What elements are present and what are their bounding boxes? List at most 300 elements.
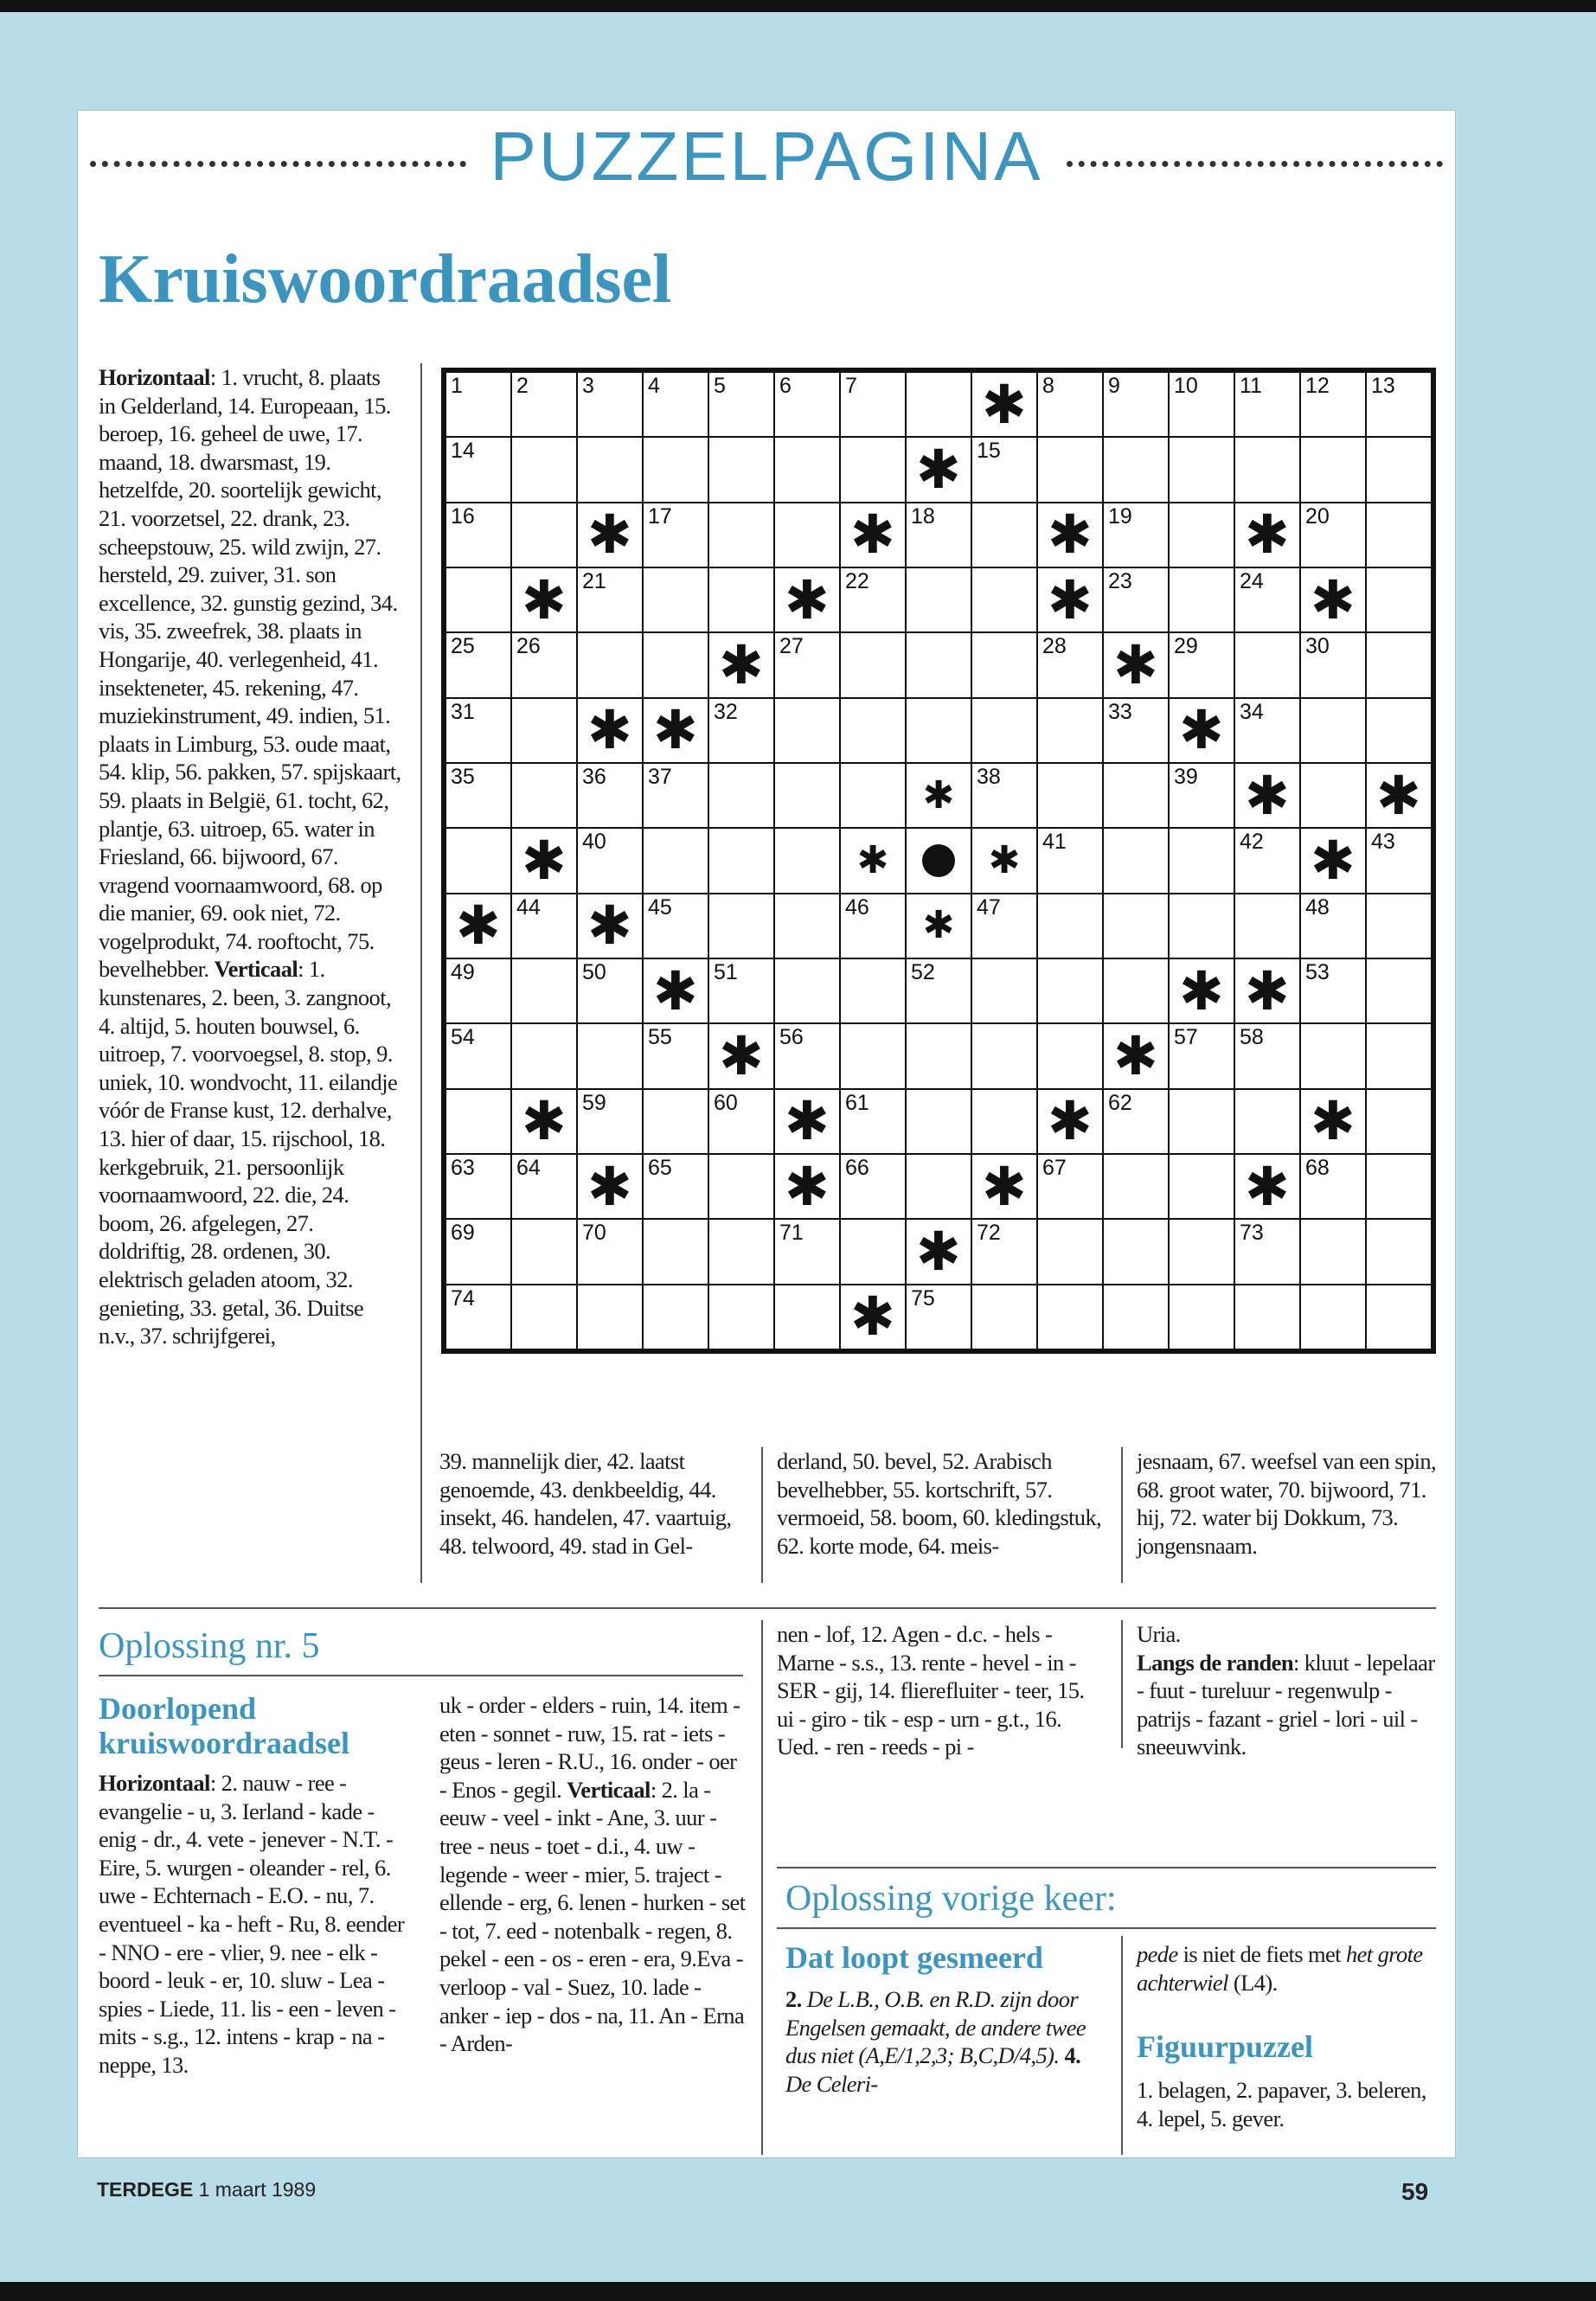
grid-cell	[1038, 829, 1102, 892]
clue-number: 25	[451, 634, 475, 659]
grid-cell	[512, 633, 576, 696]
footer-magazine-name: TERDEGE	[97, 2178, 194, 2201]
clue-number: 37	[648, 765, 672, 789]
grid-cell	[644, 503, 708, 567]
grid-cell	[1367, 503, 1431, 567]
grid-cell	[841, 1024, 905, 1087]
grid-cell	[972, 764, 1036, 827]
grid-cell	[446, 764, 510, 827]
grid-cell	[1104, 1220, 1168, 1283]
grid-cell	[972, 1155, 1036, 1218]
grid-cell	[1038, 1285, 1102, 1349]
clue-number: 27	[779, 634, 804, 659]
asterisk-icon: ✱	[1113, 1023, 1158, 1087]
previous-text-1	[785, 1985, 1106, 2098]
asterisk-icon: ✱	[1311, 828, 1356, 892]
grid-cell	[512, 764, 576, 827]
grid-cell	[446, 699, 510, 762]
grid-cell	[644, 764, 708, 827]
column-rule-6	[1121, 1936, 1123, 2155]
solution-column-4	[1137, 1620, 1439, 1761]
grid-cell	[1367, 764, 1431, 827]
clue-number: 16	[451, 503, 475, 529]
grid-cell	[512, 1090, 576, 1153]
grid-cell	[907, 764, 971, 827]
clue-number: 29	[1174, 634, 1198, 659]
grid-cell	[1367, 1220, 1431, 1283]
clue-number: 3	[582, 374, 594, 398]
grid-cell	[1235, 894, 1299, 958]
rubric-header	[90, 118, 1443, 195]
asterisk-icon: ✱	[982, 1154, 1027, 1218]
puzzle-title: Kruiswoordraadsel	[99, 241, 672, 317]
vertical-clues-part2: 39. mannelijk dier, 42. laatst genoemde, 43. denkbeeldig, 44. insekt, 46. handelen, 47. vaartuig, 48. telwoord, 49. stad in Gel-	[439, 1448, 732, 1559]
grid-cell	[1038, 764, 1102, 827]
grid-cell	[578, 633, 642, 696]
asterisk-icon: ✱	[653, 958, 698, 1022]
grid-cell	[512, 699, 576, 762]
grid-cell	[446, 503, 510, 567]
previous-subtitle-2: Figuurpuzzel	[1137, 2029, 1313, 2065]
grid-cell	[512, 894, 576, 958]
asterisk-icon: ✱	[922, 903, 955, 948]
grid-cell	[1170, 699, 1234, 762]
grid-cell	[644, 1220, 708, 1283]
grid-cell	[1301, 633, 1365, 696]
clue-number: 9	[1108, 374, 1120, 398]
grid-cell	[775, 568, 839, 631]
grid-cell	[709, 438, 773, 501]
clue-number: 36	[582, 765, 606, 789]
clue-number: 22	[845, 569, 869, 593]
previous-cont-italic-b: het grote achterwiel	[1137, 1941, 1423, 1996]
clue-number: 56	[779, 1025, 804, 1050]
clue-number: 1	[451, 374, 463, 398]
grid-cell	[709, 829, 773, 892]
grid-cell	[841, 894, 905, 958]
grid-cell	[709, 633, 773, 696]
grid-cell	[644, 633, 708, 696]
grid-cell	[907, 568, 971, 631]
grid-cell	[1301, 373, 1365, 436]
clue-number: 35	[451, 765, 475, 789]
previous-num-2: 2.	[785, 1986, 802, 2012]
magazine-page	[78, 111, 1455, 2157]
grid-cell	[1104, 438, 1168, 501]
grid-cell	[972, 699, 1036, 762]
vertical-clues-part3: derland, 50. bevel, 52. Arabisch bevelhebber, 55. kortschrift, 57. vermoeid, 58. boom, 60. kledingstuk, 62. korte mode, 64. meis-	[777, 1448, 1102, 1559]
grid-cell	[972, 633, 1036, 696]
grid-cell	[841, 829, 905, 892]
grid-cell	[907, 503, 971, 567]
clue-number: 53	[1305, 960, 1330, 984]
grid-cell	[644, 699, 708, 762]
clue-number: 14	[451, 439, 475, 464]
grid-cell	[1301, 1155, 1365, 1218]
grid-cell	[775, 633, 839, 696]
clue-number: 5	[714, 374, 726, 398]
previous-column-2	[1137, 1940, 1439, 2132]
clue-number: 24	[1240, 569, 1264, 593]
asterisk-icon: ✱	[916, 1219, 961, 1283]
grid-cell	[512, 438, 576, 501]
previous-column-1	[785, 1940, 1106, 2098]
clue-number: 20	[1305, 503, 1330, 529]
grid-cell	[1170, 894, 1234, 958]
clue-number: 11	[1240, 374, 1262, 398]
grid-cell	[644, 568, 708, 631]
grid-cell	[972, 373, 1036, 436]
grid-cell	[446, 894, 510, 958]
grid-cell	[1170, 764, 1234, 827]
grid-cell	[775, 438, 839, 501]
grid-cell	[1104, 764, 1168, 827]
clue-number: 48	[1305, 894, 1330, 920]
grid-cell	[1170, 568, 1234, 631]
clue-number: 69	[451, 1221, 475, 1246]
clue-number: 18	[911, 503, 935, 529]
horizontal-label: Horizontaal	[99, 364, 210, 390]
previous-title: Oplossing vorige keer:	[785, 1879, 1117, 1919]
asterisk-icon: ✱	[653, 698, 698, 762]
grid-cell	[644, 959, 708, 1022]
grid-cell	[841, 764, 905, 827]
grid-cell	[709, 568, 773, 631]
grid-cell	[512, 568, 576, 631]
previous-cont-end: (L4).	[1227, 1969, 1278, 1996]
grid-cell	[775, 373, 839, 436]
previous-num-4: 4.	[1059, 2042, 1081, 2069]
grid-cell	[709, 699, 773, 762]
clue-number: 7	[845, 374, 857, 398]
clue-number: 50	[582, 960, 606, 984]
grid-cell	[972, 894, 1036, 958]
grid-cell	[1170, 1285, 1234, 1349]
grid-cell	[1367, 568, 1431, 631]
clue-number: 49	[451, 960, 475, 984]
clue-number: 74	[451, 1285, 475, 1311]
clue-number: 13	[1371, 374, 1395, 398]
grid-cell	[446, 1220, 510, 1283]
asterisk-icon: ✱	[1376, 763, 1421, 827]
clue-number: 73	[1240, 1221, 1264, 1246]
asterisk-icon: ✱	[1245, 503, 1290, 567]
asterisk-icon: ✱	[719, 632, 764, 696]
clue-number: 19	[1108, 503, 1132, 529]
clue-number: 39	[1174, 765, 1198, 789]
asterisk-icon: ✱	[850, 1285, 895, 1349]
asterisk-icon: ✱	[719, 1023, 764, 1087]
asterisk-icon: ✱	[587, 1154, 632, 1218]
previous-subtitle-1: Dat loopt gesmeerd	[785, 1940, 1043, 1975]
grid-cell	[644, 829, 708, 892]
clue-number: 32	[714, 699, 738, 724]
grid-cell	[1235, 1024, 1299, 1087]
vertical-clues-part4: jesnaam, 67. weefsel van een spin, 68. groot water, 70. bijwoord, 71. hij, 72. water bij Dokkum, 73. jongensnaam.	[1137, 1448, 1437, 1559]
grid-cell	[709, 1090, 773, 1153]
asterisk-icon: ✱	[785, 567, 830, 631]
clue-number: 47	[977, 894, 1001, 920]
clue-number: 31	[451, 699, 475, 724]
grid-cell	[775, 764, 839, 827]
grid-cell	[1038, 894, 1102, 958]
clue-number: 6	[779, 374, 792, 398]
grid-cell	[1235, 829, 1299, 892]
grid-cell	[1301, 1024, 1365, 1087]
solution-title-rule	[99, 1675, 743, 1676]
clue-number: 52	[911, 960, 935, 984]
asterisk-icon: ✱	[1311, 567, 1356, 631]
grid-cell	[972, 1285, 1036, 1349]
solution-column-1	[99, 1691, 410, 2080]
previous-bottom-rule	[777, 1927, 1436, 1929]
grid-cell	[841, 503, 905, 567]
column-rule-5	[1121, 1620, 1123, 1748]
grid-cell	[1038, 1090, 1102, 1153]
grid-cell	[1235, 1285, 1299, 1349]
grid-cell	[1367, 438, 1431, 501]
previous-cont-plain: is niet de fiets met	[1177, 1941, 1346, 1967]
grid-cell	[1038, 373, 1102, 436]
grid-cell	[578, 568, 642, 631]
grid-cell	[907, 1220, 971, 1283]
asterisk-icon: ✱	[982, 372, 1027, 436]
grid-cell	[446, 1285, 510, 1349]
grid-cell	[1301, 568, 1365, 631]
solution-part4: nen - lof, 12. Agen - d.c. - hels - Marne - s.s., 13. rente - hevel - in - SER - gij, 14. flierefluiter - teer, 15. ui - giro - tik - esp - urn - g.t., 16. Ued. - ren - reeds - pi -	[777, 1621, 1085, 1760]
asterisk-icon: ✱	[456, 894, 501, 958]
grid-cell	[578, 699, 642, 762]
grid-cell	[1104, 1024, 1168, 1087]
grid-cell	[907, 633, 971, 696]
asterisk-icon: ✱	[1179, 958, 1224, 1022]
grid-cell	[775, 829, 839, 892]
grid-cell	[1367, 1155, 1431, 1218]
asterisk-icon: ✱	[1048, 1089, 1093, 1153]
asterisk-icon: ✱	[988, 837, 1021, 882]
center-dot-icon	[922, 844, 955, 877]
grid-cell	[1367, 1024, 1431, 1087]
grid-cell	[512, 1285, 576, 1349]
asterisk-icon: ✱	[1245, 1154, 1290, 1218]
grid-cell	[972, 438, 1036, 501]
solution-vertical-label: Verticaal	[567, 1776, 651, 1803]
clue-number: 57	[1174, 1025, 1198, 1050]
grid-cell	[1038, 1024, 1102, 1087]
grid-cell	[1104, 503, 1168, 567]
grid-cell	[1038, 1220, 1102, 1283]
grid-cell	[1170, 959, 1234, 1022]
clue-number: 17	[648, 503, 672, 529]
clue-number: 4	[648, 374, 660, 398]
grid-cell	[1104, 568, 1168, 631]
clue-number: 26	[516, 634, 541, 659]
grid-cell	[578, 1285, 642, 1349]
grid-cell	[841, 568, 905, 631]
grid-cell	[578, 764, 642, 827]
clue-number: 58	[1240, 1025, 1264, 1050]
grid-cell	[1367, 633, 1431, 696]
grid-cell	[1170, 503, 1234, 567]
grid-cell	[775, 503, 839, 567]
solution-subtitle: Doorlopend kruiswoordraadsel	[99, 1691, 350, 1760]
grid-cell	[446, 1024, 510, 1087]
asterisk-icon: ✱	[785, 1089, 830, 1153]
grid-cell	[446, 1090, 510, 1153]
asterisk-icon: ✱	[922, 772, 955, 817]
figuurpuzzel-text: 1. belagen, 2. papaver, 3. beleren, 4. lepel, 5. gever.	[1137, 2077, 1426, 2131]
asterisk-icon: ✱	[916, 437, 961, 501]
grid-cell	[1301, 1090, 1365, 1153]
grid-cell	[512, 503, 576, 567]
clue-number: 55	[648, 1025, 672, 1050]
grid-cell	[775, 894, 839, 958]
asterisk-icon: ✱	[850, 503, 895, 567]
grid-cell	[1235, 568, 1299, 631]
grid-cell	[775, 1024, 839, 1087]
clue-number: 45	[648, 894, 672, 920]
clue-number: 62	[1108, 1090, 1132, 1115]
clue-number: 61	[845, 1090, 869, 1115]
grid-cell	[578, 1090, 642, 1153]
grid-cell	[841, 959, 905, 1022]
grid-cell	[1235, 633, 1299, 696]
footer-page-number: 59	[1401, 2178, 1429, 2205]
grid-cell	[644, 1155, 708, 1218]
grid-cell	[1104, 959, 1168, 1022]
grid-cell	[446, 438, 510, 501]
grid-cell	[972, 959, 1036, 1022]
grid-cell	[1301, 1220, 1365, 1283]
grid-cell	[1104, 1090, 1168, 1153]
grid-cell	[578, 438, 642, 501]
clue-number: 23	[1108, 569, 1132, 593]
clue-number: 44	[516, 894, 541, 920]
grid-cell	[644, 894, 708, 958]
grid-cell	[1038, 1155, 1102, 1218]
solution-horizontal-label: Horizontaal	[99, 1770, 210, 1796]
grid-cell	[512, 1220, 576, 1283]
previous-continuation	[1137, 1940, 1439, 1997]
footer-magazine	[97, 2178, 316, 2202]
grid-cell	[512, 829, 576, 892]
grid-cell	[907, 373, 971, 436]
grid-cell	[644, 1024, 708, 1087]
grid-cell	[1301, 829, 1365, 892]
clue-number: 65	[648, 1156, 672, 1180]
grid-cell	[841, 1155, 905, 1218]
clue-number: 42	[1240, 830, 1264, 855]
grid-cell	[1104, 1285, 1168, 1349]
grid-cell	[644, 438, 708, 501]
column-rule-4	[761, 1620, 763, 2155]
grid-cell	[1367, 1090, 1431, 1153]
grid-cell	[1170, 1155, 1234, 1218]
grid-cell	[841, 438, 905, 501]
grid-cell	[709, 373, 773, 436]
clue-number: 71	[779, 1221, 804, 1246]
solution-part2: uk - order - elders - ruin, 14. item - eten - sonnet - ruw, 15. rat - iets - geus - leren - R.U., 16. onder - oer - Enos - gegil.	[439, 1692, 740, 1803]
clue-number: 70	[582, 1221, 606, 1246]
asterisk-icon: ✱	[587, 698, 632, 762]
grid-cell	[1235, 438, 1299, 501]
grid-cell	[1235, 503, 1299, 567]
clue-number: 34	[1240, 699, 1264, 724]
grid-cell	[1170, 1220, 1234, 1283]
asterisk-icon: ✱	[1048, 503, 1093, 567]
grid-cell	[709, 959, 773, 1022]
asterisk-icon: ✱	[522, 567, 567, 631]
column-rule-3	[1121, 1447, 1123, 1583]
grid-cell	[1367, 699, 1431, 762]
grid-cell	[1104, 699, 1168, 762]
grid-cell	[972, 1090, 1036, 1153]
grid-cell	[1104, 633, 1168, 696]
grid-cell	[709, 1220, 773, 1283]
grid-cell	[775, 1090, 839, 1153]
grid-cell	[446, 568, 510, 631]
clue-number: 59	[582, 1090, 606, 1115]
asterisk-icon: ✱	[1113, 632, 1158, 696]
footer-date: 1 maart 1989	[198, 2178, 317, 2201]
grid-cell	[709, 764, 773, 827]
grid-cell	[1235, 1155, 1299, 1218]
solution-part3: : 2. la - eeuw - veel - inkt - Ane, 3. uur - tree - neus - toet - d.i., 4. uw - legende - weer - mier, 5. traject - ellende - erg, 6. lenen - hurken - set - tot, 7. eed - notenbalk - regen, 8. pekel - een - os - eren - era, 9.Eva - verloop - val - Suez, 10. lade - anker - iep - dos - na, 11. An - Erna - Arden-	[439, 1776, 746, 2057]
grid-cell	[512, 1155, 576, 1218]
grid-cell	[775, 1285, 839, 1349]
grid-cell	[1301, 894, 1365, 958]
grid-cell	[512, 373, 576, 436]
grid-cell	[775, 699, 839, 762]
asterisk-icon: ✱	[587, 503, 632, 567]
asterisk-icon: ✱	[587, 894, 632, 958]
clue-number: 41	[1042, 830, 1067, 855]
grid-cell	[841, 633, 905, 696]
grid-cell	[709, 1285, 773, 1349]
grid-cell	[972, 568, 1036, 631]
grid-cell	[644, 1090, 708, 1153]
rubric-title: PUZZELPAGINA	[484, 118, 1048, 195]
clue-number: 33	[1108, 699, 1132, 724]
grid-cell	[1235, 764, 1299, 827]
grid-cell	[907, 438, 971, 501]
solution-column-2	[439, 1691, 747, 2058]
grid-cell	[578, 959, 642, 1022]
grid-cell	[1235, 959, 1299, 1022]
grid-cell	[709, 503, 773, 567]
vertical-clues-part1: : 1. kunstenares, 2. been, 3. zangnoot, 4. altijd, 5. houten bouwsel, 6. uitroep, 7. voorvoegsel, 8. stop, 9. uniek, 10. wondvocht, 11. eilandje vóór de Franse kust, 12. derhalve, 13. hier of daar, 15. rijschool, 18. kerkgebruik, 21. persoonlijk voornaamwoord, 22. die, 24. boom, 26. afgelegen, 27. doldriftig, 28. ordenen, 30. elektrisch geladen atoom, 32. genieting, 33. getal, 36. Duitse n.v., 37. schrijfgerei,	[99, 956, 398, 1349]
clue-number: 40	[582, 830, 606, 855]
grid-cell	[775, 959, 839, 1022]
grid-cell	[512, 959, 576, 1022]
grid-cell	[1170, 633, 1234, 696]
grid-cell	[578, 894, 642, 958]
clue-number: 64	[516, 1156, 541, 1180]
grid-cell	[1367, 829, 1431, 892]
grid-cell	[446, 373, 510, 436]
clue-number: 2	[516, 374, 529, 398]
clues-column-1	[99, 363, 401, 1350]
asterisk-icon: ✱	[856, 837, 889, 882]
grid-cell	[972, 503, 1036, 567]
randen-text: : kluut - lepelaar - fuut - tureluur - regenwulp - patrijs - fazant - griel - lori - uil - sneeuwvink.	[1137, 1649, 1435, 1760]
clue-number: 43	[1371, 830, 1395, 855]
grid-cell	[1170, 438, 1234, 501]
grid-cell	[775, 1155, 839, 1218]
grid-cell	[1235, 1220, 1299, 1283]
clue-number: 60	[714, 1090, 738, 1115]
clue-number: 68	[1305, 1156, 1330, 1180]
